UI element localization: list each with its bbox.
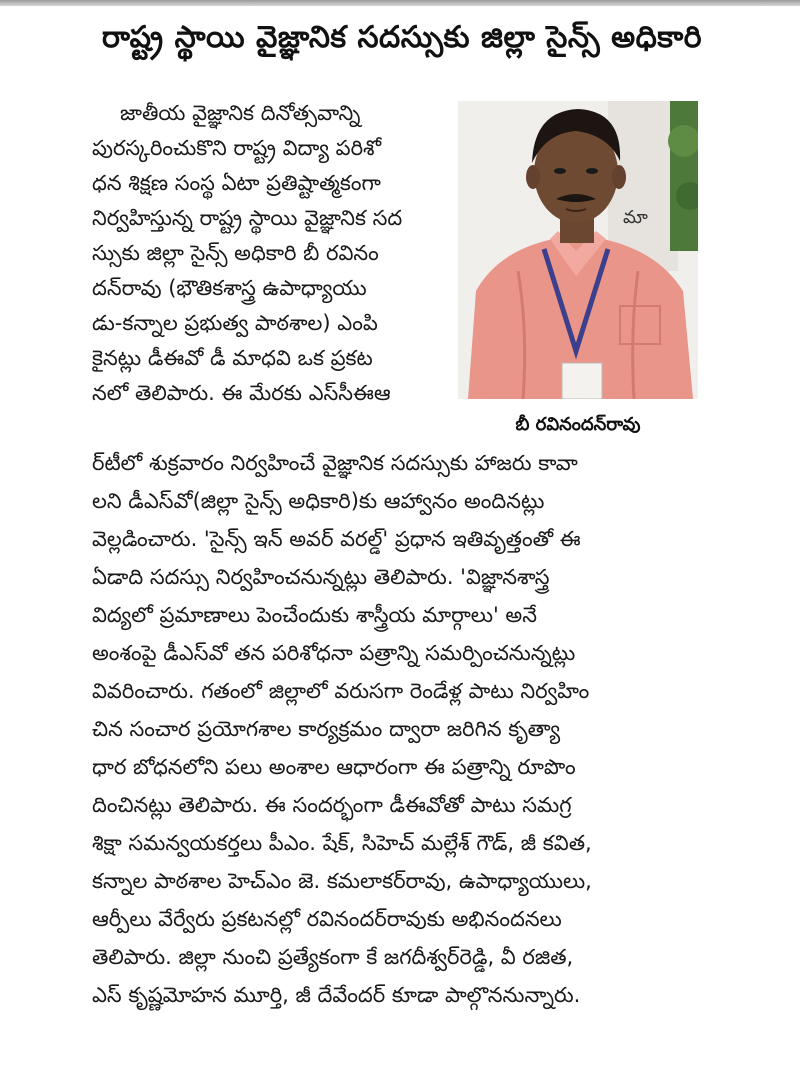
body-line: డు-కన్నాల ప్రభుత్వ పాఠశాల) ఎంపి [92, 311, 378, 335]
body-line: ధార బోధనలోని పలు అంశాల ఆధారంగా ఈ పత్రాన్ని రూపొం [92, 755, 576, 779]
body-line: నిర్వహిస్తున్న రాష్ట్ర స్థాయి వైజ్ఞానిక సద [92, 206, 403, 230]
body-line: చిన సంచార ప్రయోగశాల కార్యక్రమం ద్వారా జరిగిన కృత్యా [92, 717, 561, 741]
svg-text:మా: మా [623, 207, 648, 228]
body-line: అంశంపై డీఎస్‌వో తన పరిశోధనా పత్రాన్ని సమర్పించనున్నట్లు [92, 641, 576, 665]
body-line: ర్‌టీలో శుక్రవారం నిర్వహించే వైజ్ఞానిక సదస్సుకు హాజరు కావా [92, 451, 578, 475]
person-photo [458, 101, 698, 399]
body-line: ధన శిక్షణ సంస్థ ఏటా ప్రతిష్టాత్మకంగా [92, 171, 381, 195]
body-line: ఏడాది సదస్సు నిర్వహించనున్నట్లు తెలిపారు. 'విజ్ఞానశాస్త్ర [92, 565, 550, 589]
body-line: నలో తెలిపారు. ఈ మేరకు ఎస్‌సీఈఆ [92, 381, 391, 405]
body-line: స్సుకు జిల్లా సైన్స్ అధికారి బీ రవినం [92, 241, 379, 265]
body-line: శిక్షా సమన్వయకర్తలు పీఎం. షేక్, సిహెచ్ మల్లేశ్ గౌడ్, జీ కవిత, [92, 831, 592, 855]
portrait-illustration [458, 101, 698, 399]
body-line: కన్నాల పాఠశాల హెచ్ఎం జె. కమలాకర్‌రావు, ఉపాధ్యాయులు, [92, 869, 592, 893]
body-line: లని డీఎస్‌వో(జిల్లా సైన్స్ అధికారి)కు ఆహ్వానం అందినట్లు [92, 489, 545, 513]
body-line: వెల్లడించారు. 'సైన్స్ ఇన్ అవర్ వరల్డ్' ప్రధాన ఇతివృత్తంతో ఈ [92, 527, 581, 551]
body-line: వివరించారు. గతంలో జిల్లాలో వరుసగా రెండేళ్ల పాటు నిర్వహిం [92, 679, 590, 703]
body-line: కైనట్లు డీఈవో డీ మాధవి ఒక ప్రకట [92, 346, 373, 370]
photo-caption: బీ రవినందన్‌రావు [515, 414, 641, 435]
body-line: దించినట్లు తెలిపారు. ఈ సందర్భంగా డీఈవోతో పాటు సమగ్ర [92, 793, 572, 817]
body-line: విద్యలో ప్రమాణాలు పెంచేందుకు శాస్త్రీయ మార్గాలు' అనే [92, 603, 537, 627]
article-headline: రాష్ట్ర స్థాయి వైజ్ఞానిక సదస్సుకు జిల్లా సైన్స్ అధికారి [101, 20, 703, 55]
body-line: పురస్కరించుకొని రాష్ట్ర విద్యా పరిశో [92, 136, 382, 160]
body-line: జాతీయ వైజ్ఞానిక దినోత్సవాన్ని [120, 101, 361, 125]
body-line: తెలిపారు. జిల్లా నుంచి ప్రత్యేకంగా కే జగదీశ్వర్‌రెడ్డి, వీ రజిత, [92, 945, 574, 969]
body-line: ఎస్ కృష్ణమోహన మూర్తి, జీ దేవేందర్ కూడా పాల్గొననున్నారు. [92, 983, 581, 1007]
body-line: దన్‌రావు (భౌతికశాస్త్ర ఉపాధ్యాయు [92, 276, 367, 300]
body-line: ఆర్పీలు వేర్వేరు ప్రకటనల్లో రవినందర్‌రావుకు అభినందనలు [92, 907, 562, 931]
clipping-top-edge [0, 0, 800, 6]
